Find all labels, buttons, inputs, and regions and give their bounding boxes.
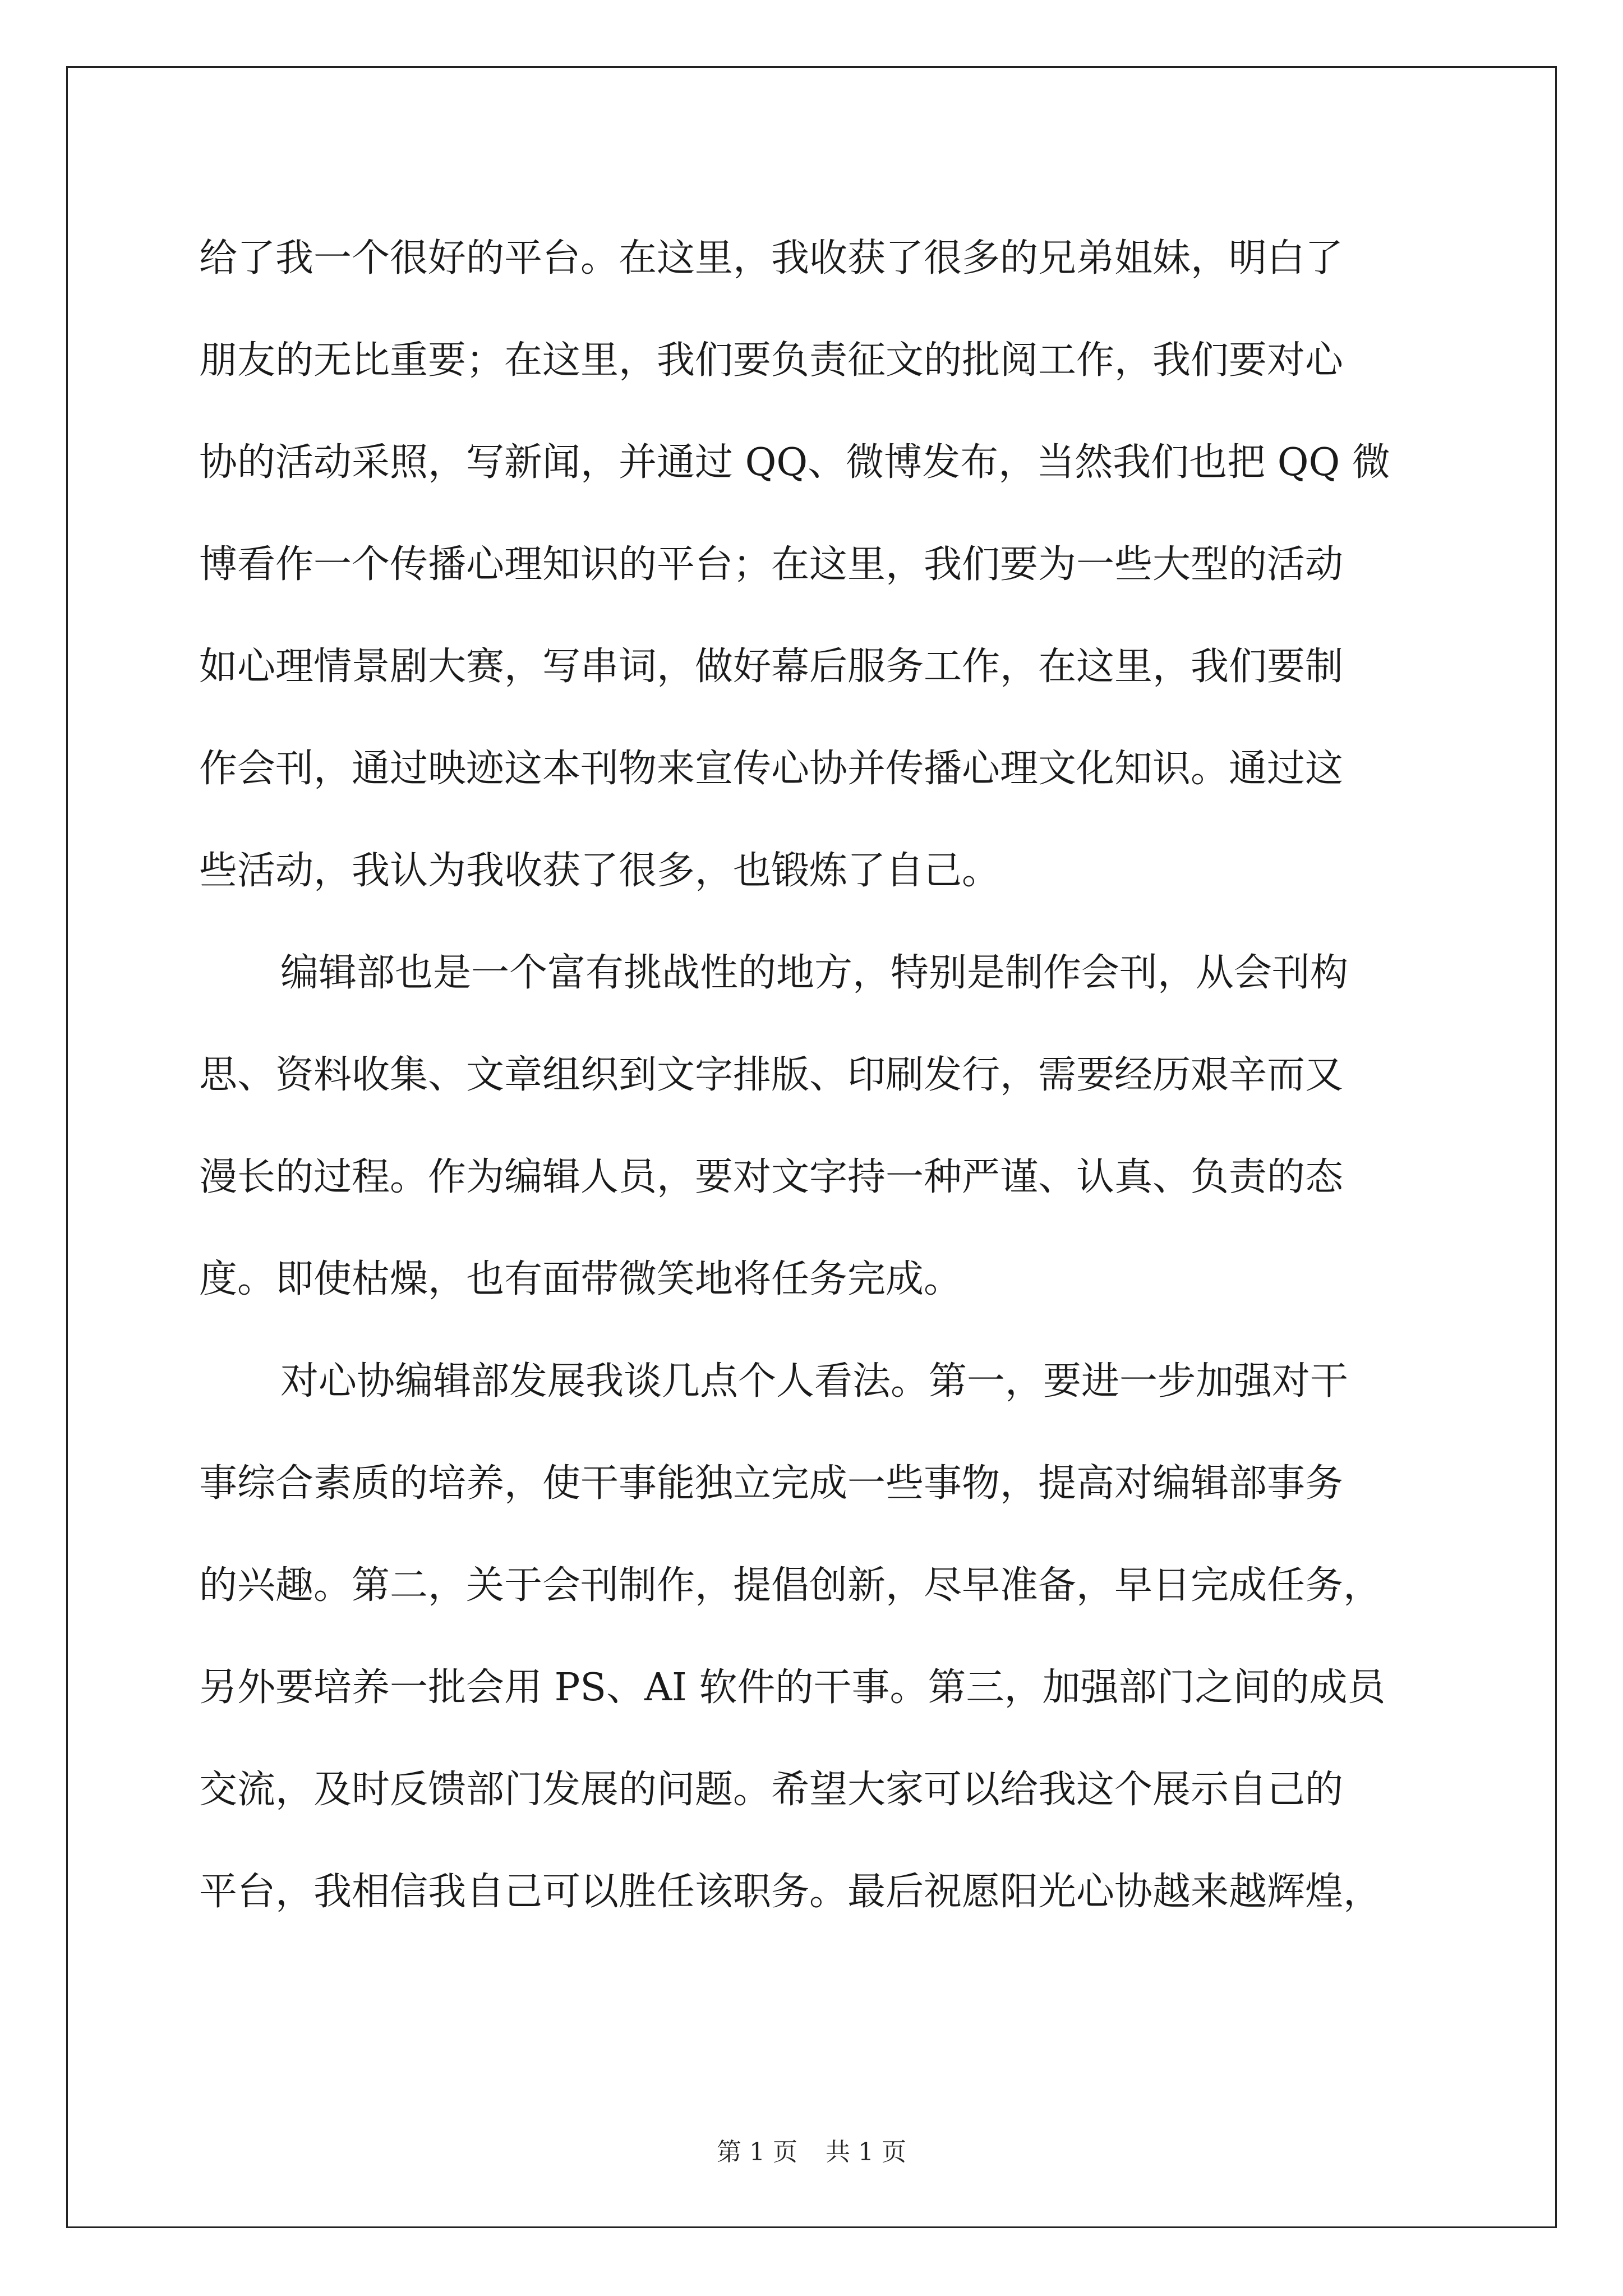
text-line: 作会刊，通过映迹这本刊物来宣传心协并传播心理文化知识。通过这	[199, 747, 1344, 791]
text-line: 另外要培养一批会用 PS、AI 软件的干事。第三，加强部门之间的成员	[199, 1665, 1386, 1710]
document-body	[199, 208, 1427, 1943]
text-line: 如心理情景剧大赛，写串词，做好幕后服务工作，在这里，我们要制	[199, 645, 1344, 689]
page-footer	[0, 2132, 1623, 2168]
text-line: 协的活动采照，写新闻，并通过 QQ、微博发布，当然我们也把 QQ 微	[199, 440, 1390, 485]
paragraph-2	[199, 922, 1427, 1331]
text-line: 编辑部也是一个富有挑战性的地方，特别是制作会刊，从会刊构	[280, 951, 1349, 995]
paragraph-3	[199, 1331, 1427, 1943]
text-line: 漫长的过程。作为编辑人员，要对文字持一种严谨、认真、负责的态	[199, 1155, 1344, 1199]
text-line: 些活动，我认为我收获了很多，也锻炼了自己。	[199, 849, 1000, 893]
text-line: 交流，及时反馈部门发展的问题。希望大家可以给我这个展示自己的	[199, 1768, 1344, 1812]
text-line: 博看作一个传播心理知识的平台；在这里，我们要为一些大型的活动	[199, 542, 1344, 587]
page-total: 共 1 页	[826, 2138, 906, 2166]
paragraph-1	[199, 208, 1427, 922]
page-number: 第 1 页	[717, 2138, 797, 2166]
text-line: 思、资料收集、文章组织到文字排版、印刷发行，需要经历艰辛而又	[199, 1053, 1344, 1097]
text-line: 度。即使枯燥，也有面带微笑地将任务完成。	[199, 1257, 962, 1301]
text-line: 给了我一个很好的平台。在这里，我收获了很多的兄弟姐妹，明白了	[199, 236, 1344, 280]
text-line: 对心协编辑部发展我谈几点个人看法。第一，要进一步加强对干	[280, 1359, 1349, 1404]
text-line: 朋友的无比重要；在这里，我们要负责征文的批阅工作，我们要对心	[199, 338, 1344, 383]
text-line: 事综合素质的培养，使干事能独立完成一些事物，提高对编辑部事务	[199, 1461, 1344, 1506]
text-line: 平台，我相信我自己可以胜任该职务。最后祝愿阳光心协越来越辉煌，	[199, 1870, 1382, 1914]
text-line: 的兴趣。第二，关于会刊制作，提倡创新，尽早准备，早日完成任务，	[199, 1563, 1382, 1608]
